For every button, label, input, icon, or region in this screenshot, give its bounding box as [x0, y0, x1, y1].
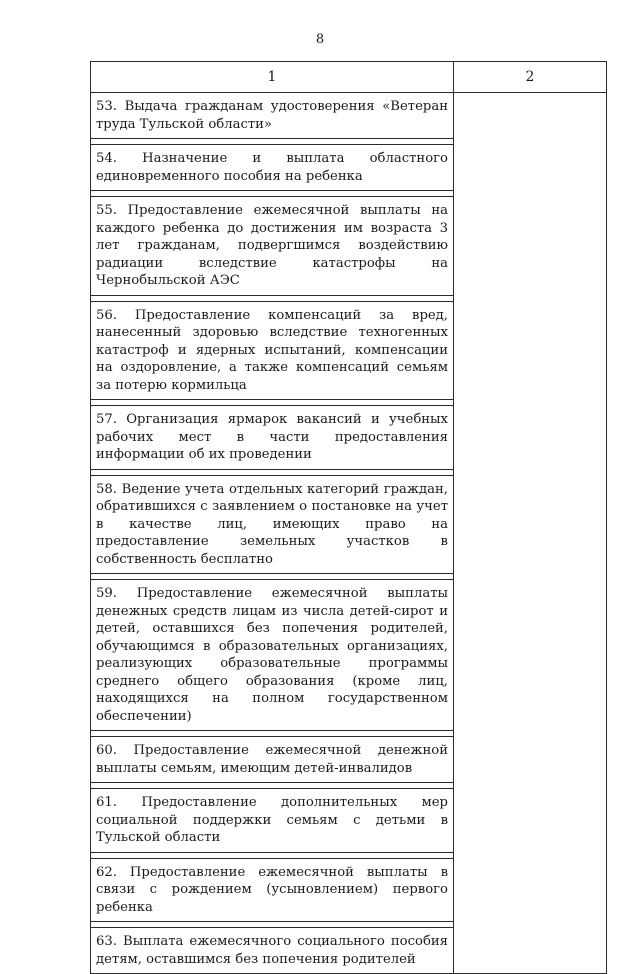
- column-2-body: [454, 93, 606, 973]
- table-header-row: [91, 62, 606, 93]
- service-item-62: 62. Предоставление ежемесячной выплаты в связи с рождением (усыновлением) первого ребенка: [91, 858, 453, 923]
- service-item-59: 59. Предоставление ежемесячной выплаты денежных средств лицам из числа детей-сирот и детей, оставшихся без попечения родителей, обучающимся в образовательных организациях, реализующих образовательные программы среднего общего образования (кроме лиц, находящихся на полном государственном обеспечении): [91, 579, 453, 731]
- service-item-53: 53. Выдача гражданам удостоверения «Ветеран труда Тульской области»: [91, 93, 453, 139]
- page-number: 8: [315, 32, 325, 47]
- service-list-column: [91, 93, 454, 973]
- services-table: [90, 61, 607, 974]
- service-item-61: 61. Предоставление дополнительных мер социальной поддержки семьям с детьми в Тульской области: [91, 788, 453, 853]
- service-item-55: 55. Предоставление ежемесячной выплаты на каждого ребенка до достижения им возраста 3 лет гражданам, подвергшимся воздействию радиации вследствие катастрофы на Чернобыльской АЭС: [91, 196, 453, 296]
- service-item-58: 58. Ведение учета отдельных категорий граждан, обратившихся с заявлением о постановке на учет в качестве лиц, имеющих право на предоставление земельных участков в собственность бесплатно: [91, 475, 453, 575]
- service-item-63: 63. Выплата ежемесячного социального пособия детям, оставшимся без попечения родителей: [91, 927, 453, 973]
- service-item-54: 54. Назначение и выплата областного единовременного пособия на ребенка: [91, 144, 453, 191]
- service-item-57: 57. Организация ярмарок вакансий и учебных рабочих мест в части предоставления информации об их проведении: [91, 405, 453, 470]
- column-1-header: 1: [91, 62, 454, 92]
- table-body: [91, 93, 606, 973]
- service-item-60: 60. Предоставление ежемесячной денежной выплаты семьям, имеющим детей-инвалидов: [91, 736, 453, 783]
- column-2-header: 2: [525, 69, 535, 85]
- service-item-56: 56. Предоставление компенсаций за вред, нанесенный здоровью вследствие техногенных катастроф и ядерных испытаний, компенсации на оздоровление, а также компенсаций семьям за потерю кормильца: [91, 301, 453, 401]
